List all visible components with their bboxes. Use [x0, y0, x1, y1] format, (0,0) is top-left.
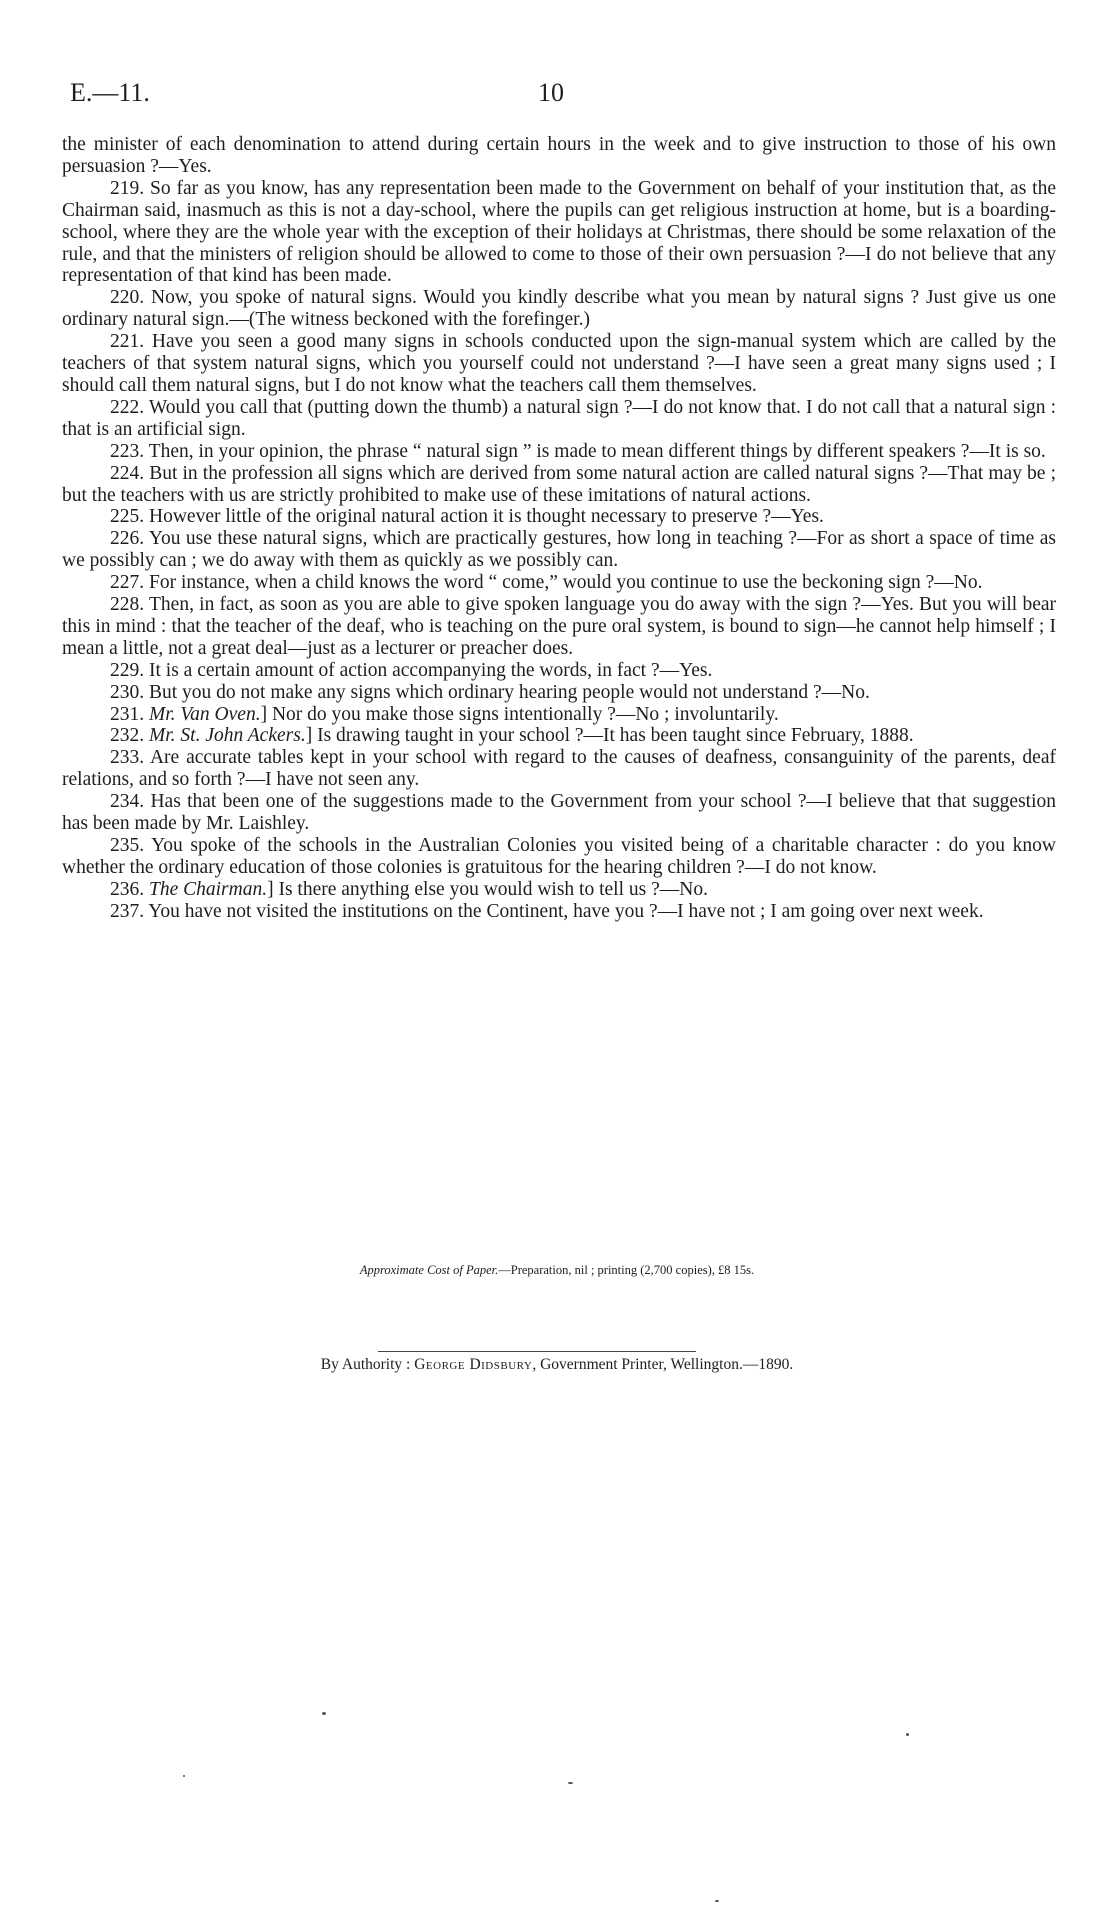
question-list [62, 178, 1056, 923]
question-text: But you do not make any signs which ordinary hearing people would not understand ?—No. [149, 681, 870, 703]
question-text: So far as you know, has any representation been made to the Government on behalf of your institution that, as the Chairman said, inasmuch as this is not a day-school, where the pupils can get religious instruction at home, but is a boarding-school, where they are the whole year with the exception of their holidays at Christmas, there should be some relaxation of the rule, and that the ministers of religion should be allowed to come to those of their own persuasion ?—I do not believe that any representation of that kind has been made. [62, 177, 1056, 287]
question-paragraph [62, 528, 1056, 572]
question-text: Would you call that (putting down the thumb) a natural sign ?—I do not know that. I do not call that a natural sign : that is an artificial sign. [62, 396, 1056, 440]
question-number: 230. [110, 681, 145, 703]
question-number: 224. [110, 462, 145, 484]
cost-note [0, 1263, 1114, 1278]
imprint-suffix: , Government Printer, Wellington.—1890. [532, 1356, 794, 1373]
question-paragraph [62, 747, 1056, 791]
question-number: 228. [110, 594, 145, 616]
question-paragraph [62, 441, 1056, 463]
question-number: 232. [110, 725, 145, 747]
testimony-body [62, 134, 1056, 923]
question-text: Are accurate tables kept in your school with regard to the causes of deafness, consanguinity of the parents, deaf relations, and so forth ?—I have not seen any. [62, 747, 1056, 791]
scan-speck [568, 1782, 573, 1784]
question-paragraph [62, 704, 1056, 726]
question-text: However little of the original natural action it is thought necessary to preserve ?—Yes. [149, 506, 824, 528]
question-text: Have you seen a good many signs in schools conducted upon the sign-manual system which are called by the teachers of that system natural signs, which you yourself could not understand ?—I have seen a great many signs used ; I should call them natural signs, but I do not know what the teachers call them themselves. [62, 331, 1056, 396]
speaker-name: Mr. St. John Ackers. [149, 725, 306, 747]
question-text: Has that been one of the suggestions made to the Government from your school ?—I believe that that suggestion has been made by Mr. Laishley. [62, 791, 1057, 835]
question-number: 222. [110, 396, 145, 418]
question-text: It is a certain amount of action accompanying the words, in fact ?—Yes. [149, 659, 713, 681]
printer-name: George Didsbury [414, 1356, 533, 1373]
question-text: Then, in your opinion, the phrase “ natural sign ” is made to mean different things by different speakers ?—It is so. [148, 440, 1046, 462]
question-text: But in the profession all signs which are derived from some natural action are called natural signs ?—That may be ; but the teachers with us are strictly prohibited to make use of these imitations of natural actions. [62, 462, 1056, 506]
question-number: 235. [110, 835, 145, 856]
question-paragraph [62, 791, 1056, 835]
continuation-paragraph: the minister of each denomination to attend during certain hours in the week and to give instruction to those of his own persuasion ?—Yes. [62, 134, 1056, 177]
question-paragraph [62, 660, 1056, 682]
question-text: You spoke of the schools in the Australian Colonies you visited being of a charitable character : do you know whether the ordinary education of those colonies is gratuitous for the hearing children ?—I do not know. [62, 835, 1056, 878]
question-paragraph [62, 725, 1056, 747]
page-number: 10 [538, 78, 564, 107]
question-number: 219. [110, 177, 145, 199]
imprint-prefix: By Authority : [320, 1356, 415, 1373]
question-text: You use these natural signs, which are practically gestures, how long in teaching ?—For as short a space of time as we possibly can ; we do away with them as quickly as we possibly can. [62, 528, 1056, 572]
question-paragraph [62, 879, 1056, 901]
scan-speck [715, 1900, 719, 1902]
question-paragraph [62, 331, 1056, 397]
question-number: 220. [110, 287, 145, 309]
scan-speck [322, 1712, 326, 1715]
question-paragraph [62, 463, 1056, 507]
question-number: 226. [110, 528, 145, 550]
question-text: ] Nor do you make those signs intentionally ?—No ; involuntarily. [260, 703, 779, 725]
question-text: Then, in fact, as soon as you are able to give spoken language you do away with the sign ?—Yes. But you will bear this in mind : that the teacher of the deaf, who is teaching on the pure oral system, is bound to sign—he cannot help himself ; I mean a little, not a great deal—just as a lecturer or preacher does. [62, 594, 1056, 659]
question-paragraph [62, 835, 1056, 879]
question-paragraph [62, 572, 1056, 594]
question-paragraph [62, 287, 1056, 331]
cost-label: Approximate Cost of Paper. [359, 1263, 499, 1277]
question-text: For instance, when a child knows the word “ come,” would you continue to use the beckoning sign ?—No. [149, 572, 983, 594]
question-number: 227. [110, 572, 145, 594]
question-number: 236. [110, 878, 145, 900]
question-text: You have not visited the institutions on the Continent, have you ?—I have not ; I am going over next week. [148, 900, 984, 922]
question-text: Now, you spoke of natural signs. Would you kindly describe what you mean by natural signs ? Just give us one ordinary natural sign.—(The witness beckoned with the forefinger.) [62, 287, 1057, 331]
document-code: E.—11. [70, 78, 150, 107]
question-paragraph [62, 178, 1056, 288]
scan-speck [906, 1733, 909, 1736]
printer-imprint [0, 1356, 1114, 1374]
question-number: 231. [110, 703, 145, 725]
question-paragraph [62, 506, 1056, 528]
question-text: ] Is drawing taught in your school ?—It has been taught since February, 1888. [305, 725, 914, 747]
question-number: 234. [110, 791, 145, 813]
page-header [62, 78, 1056, 114]
divider-rule [378, 1351, 696, 1352]
cost-text: —Preparation, nil ; printing (2,700 copies), £8 15s. [498, 1263, 755, 1277]
question-paragraph [62, 901, 1056, 923]
speaker-name: Mr. Van Oven. [149, 703, 261, 725]
speaker-name: The Chairman. [149, 878, 268, 900]
question-paragraph [62, 594, 1056, 660]
question-text: ] Is there anything else you would wish to tell us ?—No. [267, 878, 708, 900]
question-number: 237. [110, 900, 145, 922]
question-paragraph [62, 682, 1056, 704]
question-number: 225. [110, 506, 145, 528]
question-number: 229. [110, 659, 145, 681]
scan-speck [183, 1775, 185, 1777]
question-number: 223. [110, 440, 145, 462]
question-number: 221. [110, 331, 145, 353]
question-number: 233. [110, 747, 145, 769]
question-paragraph [62, 397, 1056, 441]
